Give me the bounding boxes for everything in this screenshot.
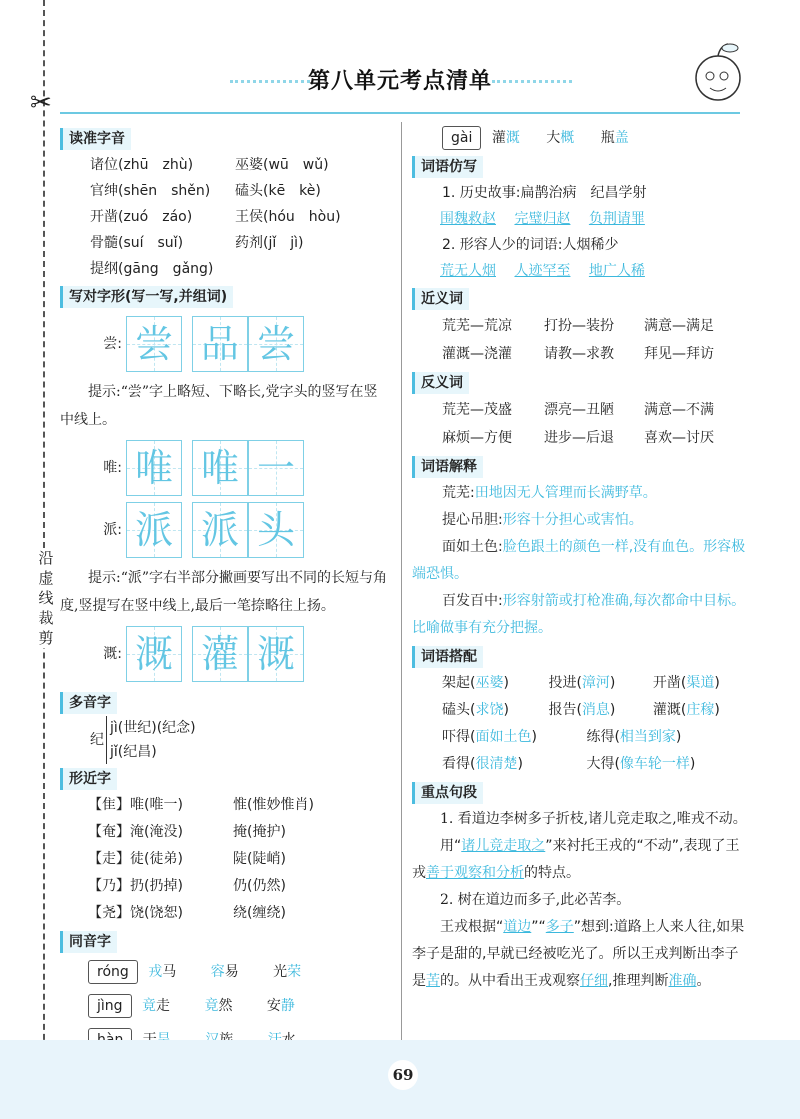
pronunciation-item: 磕头(kē kè) (235, 183, 321, 199)
writing-tip: 提示:“尝”字上略短、下略长,党字头的竖写在竖中线上。 (60, 384, 378, 428)
similar-char-item: 【乃】扔(扔掉) (88, 878, 183, 894)
similar-char-item: 绕(缠绕) (233, 905, 286, 921)
pronunciation-list (60, 152, 390, 282)
section-heading: 反义词 (412, 372, 469, 394)
pinyin-box: gài (442, 126, 481, 150)
similar-char-item: 【奄】淹(淹没) (88, 824, 183, 840)
section-heading: 近义词 (412, 288, 469, 310)
section-heading: 词语仿写 (412, 156, 483, 178)
grid-cell: 溉 (126, 626, 182, 682)
section-heading: 多音字 (60, 692, 117, 714)
writing-grid-row (60, 502, 390, 558)
passage: 1. 看道边李树多子折枝,诸儿竞走取之,唯戎不动。 (440, 811, 747, 827)
answer: 围魏救赵 (440, 211, 496, 227)
collocation-list: 架起(巫婆) 投进(漳河) 开凿(渠道) 磕头(求饶) 报告(消息) 灌溉(庄稼) 吓得(面如土色) 练得(相当到家) 看得(很清楚) 大得(像车轮一样) (442, 675, 720, 772)
pinyin-box: róng (88, 960, 138, 984)
pronunciation-item: 骨髓(suí suǐ) (90, 235, 184, 251)
pronunciation-item: 开凿(zuó záo) (90, 209, 193, 225)
imitation-block (412, 180, 752, 284)
similar-char-item: 【尧】饶(饶恕) (88, 905, 183, 921)
question: 2. 形容人少的词语:人烟稀少 (442, 237, 619, 253)
grid-cell: 派 (126, 502, 182, 558)
column-divider (401, 122, 402, 1042)
answer: 地广人稀 (588, 263, 645, 279)
answer: 人迹罕至 (514, 263, 571, 279)
cut-line (43, 0, 45, 1060)
writing-tip: 提示:“派”字右半部分撇画要写出不同的长短与角度,竖提写在竖中线上,最后一笔捺略往上扬。 (60, 570, 388, 614)
similar-chars-list (60, 792, 390, 927)
pronunciation-item: 诸位(zhū zhù) (90, 157, 194, 173)
pronunciation-item: 官绅(shēn shěn) (90, 183, 211, 199)
answer: 负荆请罪 (588, 211, 645, 227)
polyphone-reading: jì(世纪)(纪念) (110, 720, 196, 736)
cut-instruction: 沿虚线裁剪 (34, 548, 58, 648)
section-heading: 写对字形(写一写,并组词) (60, 286, 233, 308)
answer: 荒无人烟 (440, 263, 496, 279)
grid-label: 唯: (103, 460, 122, 476)
question: 1. 历史故事:扁鹊治病 纪昌学射 (442, 185, 647, 201)
similar-char-item: 仍(仍然) (233, 878, 286, 894)
grid-cell: 唯 (126, 440, 182, 496)
grid-label: 溉: (103, 646, 122, 662)
section-heading: 词语解释 (412, 456, 483, 478)
writing-grid-row (60, 316, 390, 372)
similar-char-item: 陡(陡峭) (233, 851, 286, 867)
grid-cell: 头 (248, 502, 304, 558)
page-number: 69 (388, 1060, 418, 1090)
grid-cell: 唯 (192, 440, 248, 496)
answer: 完璧归赵 (514, 211, 571, 227)
grid-cell: 溉 (248, 626, 304, 682)
grid-cell: 尝 (248, 316, 304, 372)
similar-char-item: 【隹】唯(唯一) (88, 797, 183, 813)
key-passages: 1. 看道边李树多子折枝,诸儿竞走取之,唯戎不动。 用“诸儿竞走取之”来衬托王戎的“不动”,表现了王戎善于观察和分析的特点。 2. 树在道边而多子,此必苦李。 王戎根据“道边”“多子”想到:道路上人来人往,如果李子是甜的,早就已经被吃光了。所以王戎判断出李子是苦的。从中看出王戎观察仔细,推理判断准确。 (412, 806, 752, 995)
section-heading: 读准字音 (60, 128, 131, 150)
pronunciation-item: 提纲(gāng gǎng) (90, 261, 214, 277)
passage: 2. 树在道边而多子,此必苦李。 (440, 892, 631, 908)
left-column (60, 124, 390, 1057)
polyphone-reading: jǐ(纪昌) (110, 744, 157, 760)
grid-label: 尝: (103, 336, 122, 352)
grid-cell: 品 (192, 316, 248, 372)
section-heading: 重点句段 (412, 782, 483, 804)
similar-char-item: 【走】徒(徒弟) (88, 851, 183, 867)
page-title: 第八单元考点清单 (307, 68, 492, 94)
grid-cell: 灌 (192, 626, 248, 682)
definition-list: 荒芜:田地因无人管理而长满野草。 提心吊胆:形容十分担心或害怕。 面如土色:脸色跟土的颜色一样,没有血色。形容极端恐惧。 百发百中:形容射箭或打枪准确,每次都命中目标。比喻做事有充分把握。 (412, 485, 746, 636)
title-rule (60, 112, 740, 114)
homophone-list: róng 戎马 容易 光荣 jìng 竟走 竟然 安静 (60, 955, 390, 1057)
homophone-gai: gài 灌溉 大概 瓶盖 (412, 124, 752, 152)
scissors-icon: ✂ (30, 88, 52, 118)
synonym-list: 荒芜—荒凉 打扮—装扮 满意—满足 灌溉—浇灌 请教—求教 拜见—拜访 (442, 318, 714, 362)
pinyin-box: jìng (88, 994, 132, 1018)
section-heading: 形近字 (60, 768, 117, 790)
grid-cell: 一 (248, 440, 304, 496)
writing-grid-row (60, 440, 390, 496)
polyphone-block (60, 716, 390, 764)
similar-char-item: 惟(惟妙惟肖) (233, 797, 314, 813)
section-heading: 词语搭配 (412, 646, 483, 668)
writing-grid-row (60, 626, 390, 682)
right-column (412, 124, 752, 995)
pronunciation-item: 巫婆(wū wǔ) (235, 157, 329, 173)
similar-char-item: 掩(掩护) (233, 824, 286, 840)
grid-cell: 尝 (126, 316, 182, 372)
section-heading: 同音字 (60, 931, 117, 953)
grid-label: 派: (103, 522, 122, 538)
polyphone-char: 纪 (90, 732, 104, 748)
pronunciation-item: 王侯(hóu hòu) (235, 209, 341, 225)
pronunciation-item: 药剂(jǐ jì) (235, 235, 304, 251)
grid-cell: 派 (192, 502, 248, 558)
antonym-list: 荒芜—茂盛 漂亮—丑陋 满意—不满 麻烦—方便 进步—后退 喜欢—讨厌 (442, 402, 714, 446)
apple-mascot-icon (690, 40, 746, 106)
